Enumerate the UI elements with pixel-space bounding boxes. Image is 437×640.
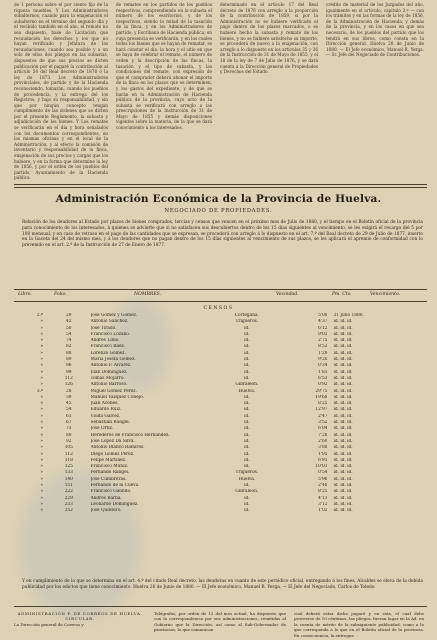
- section-title: Administración Económica de la Provincia de Huelva.: [55, 193, 382, 205]
- cell-vecindad: id.: [244, 363, 250, 369]
- cell-vecindad: Cortegana.: [234, 313, 259, 318]
- cell-vecindad: id.: [244, 508, 250, 514]
- cell-pesos: 2'75: [318, 338, 328, 344]
- footer-signature: Huelva 26 de Junio de 1880. — El Jefe económico, Manuel R. Yerga. — El Jefe del Negociado, Carlos de Toledo.: [133, 584, 376, 590]
- cell-vecindad: id.: [244, 432, 250, 438]
- column-text: crédito de material de los Juzgados del año, igualmente en el artículo, capitulo 3.º — con los trámites y en las formas de la ley de 1856, de la Administración de Hacienda, y demás de la provincia, y en los casos en que sea necesario, de los pueblos del partido que los tendrá en sus libros, como consta en la Dirección general. Huelva 28 de Junio de 1880. — El Jefe económico, Manuel R. Yerga. — Sr. Jefe del Negociado de Contribuciones.: [326, 2, 424, 58]
- cell-folio: 39: [66, 394, 72, 400]
- cell-nombre: Antonio F. Álvarez.: [90, 363, 132, 369]
- cell-nombre: Diego Gómez Pérez.: [90, 451, 135, 457]
- cell-vencimiento: id. id. id.: [333, 319, 353, 325]
- cell-nombre: Francisco Baez.: [90, 344, 126, 350]
- header-libro: Libro.: [18, 292, 32, 297]
- cell-vecindad: id.: [244, 495, 250, 501]
- text-column-4: [326, 2, 424, 180]
- cell-vencimiento: id. id. id.: [333, 331, 353, 337]
- cell-folio: 140: [64, 476, 73, 482]
- cell-folio: 229: [64, 495, 73, 501]
- cell-vecindad: Trigueros.: [235, 319, 259, 325]
- cell-nombre: Eduardo Ruiz.: [90, 407, 122, 413]
- cell-vencimiento: id. id. id.: [333, 445, 353, 451]
- cell-libro: 2.º: [36, 313, 44, 318]
- cell-nombre: Sebastián Rangel.: [90, 420, 131, 426]
- cell-pesos: 1'81: [318, 369, 328, 375]
- footer-note-text: Y en cumplimiento de lo que se determina en el art. 4.º del citado Real decreto, las deudoras en cuanto de este periódico oficial, entregando á los fines, Alcaldes se eleva de la debida publicidad por los edictos que tiene conocimiento.: [22, 579, 423, 590]
- footer-note: [22, 579, 423, 591]
- cell-vencimiento: id. id. id.: [333, 432, 353, 438]
- cell-pesos: 2'40: [318, 483, 328, 489]
- cell-nombre: José Quintero.: [90, 508, 122, 514]
- bottom-text: La Dirección general de Correos y: [14, 621, 84, 627]
- cell-vecindad: id.: [244, 483, 250, 489]
- cell-pesos: 3'52: [318, 420, 328, 426]
- cell-pesos: 0'54: [318, 470, 328, 476]
- cell-vecindad: id.: [244, 338, 250, 344]
- cell-vecindad: id.: [244, 413, 250, 419]
- cell-libro: »: [40, 483, 44, 489]
- cell-nombre: Antonio Sánchez.: [90, 319, 129, 325]
- cell-libro: »: [40, 407, 44, 413]
- cell-pesos: 9'02: [318, 331, 328, 337]
- divider: [14, 606, 427, 607]
- cell-pesos: 0'34: [318, 363, 328, 369]
- cell-libro: »: [40, 401, 44, 407]
- cell-vecindad: id.: [244, 325, 250, 331]
- cell-nombre: Manuel Vázquez Conejo.: [90, 394, 144, 400]
- header-nombres: NOMBRES.: [134, 292, 162, 297]
- cell-pesos: 8'25: [318, 401, 328, 407]
- cell-pesos: 5'00: [318, 313, 328, 318]
- cell-folio: 42: [66, 319, 72, 325]
- cell-vencimiento: id. id. id.: [333, 426, 353, 432]
- cell-vencimiento: id. id. id.: [333, 508, 353, 514]
- cell-nombre: Fernando Rangel.: [90, 470, 130, 476]
- bottom-column-1: [14, 611, 146, 627]
- cell-pesos: 3'12: [318, 501, 328, 507]
- divider: [14, 289, 427, 290]
- cell-nombre: Leonardo Domínguez.: [90, 501, 139, 507]
- cell-libro: »: [40, 501, 44, 507]
- cell-vecindad: Trigueros.: [235, 470, 259, 476]
- cell-libro: »: [40, 432, 44, 438]
- cell-folio: 126: [64, 382, 73, 388]
- cell-vecindad: id.: [244, 464, 250, 470]
- cell-nombre: Miguel Gómez Pérez.: [90, 388, 137, 394]
- cell-nombre: José Tirado.: [90, 325, 117, 331]
- section-subtitle: NEGOCIADO DE PROPIEDADES.: [164, 208, 273, 214]
- cell-vencimiento: id. id. id.: [333, 451, 353, 457]
- cell-vecindad: id.: [244, 457, 250, 463]
- cell-libro: »: [40, 413, 44, 419]
- cell-vencimiento: id. id. id.: [333, 394, 353, 400]
- cell-vencimiento: id. id. id.: [333, 407, 353, 413]
- section-label: CENSOS: [203, 306, 234, 311]
- cell-vencimiento: id. id. id.: [333, 495, 353, 501]
- cell-vencimiento: id. id. id.: [333, 501, 353, 507]
- cell-folio: 233: [64, 501, 73, 507]
- cell-vecindad: id.: [244, 344, 250, 350]
- cell-vencimiento: id. id. id.: [333, 470, 353, 476]
- cell-pesos: 10'03: [315, 464, 328, 470]
- cell-libro: »: [40, 451, 44, 457]
- bottom-column-3: [294, 611, 424, 640]
- header-pesos: Pts. Cts.: [332, 292, 352, 297]
- cell-nombre: José Gómez y Gómez.: [90, 313, 138, 318]
- cell-pesos: 2'60: [318, 438, 328, 444]
- cell-pesos: 29'75: [315, 388, 328, 394]
- cell-folio: 54: [66, 407, 72, 413]
- table-row: [14, 508, 424, 514]
- cell-libro: »: [40, 331, 44, 337]
- cell-pesos: 6'12: [318, 325, 328, 331]
- cell-folio: 133: [64, 470, 73, 476]
- cell-folio: 50: [66, 325, 72, 331]
- cell-nombre: Lorenzo Gómez.: [90, 350, 126, 356]
- cell-libro: »: [40, 457, 44, 463]
- cell-vencimiento: 31 Julio 1880.: [333, 313, 364, 318]
- cell-vecindad: Huelva.: [238, 476, 256, 482]
- cell-vencimiento: id. id. id.: [333, 382, 353, 388]
- cell-folio: 29: [66, 313, 72, 318]
- cell-pesos: 19'68: [315, 394, 328, 400]
- cell-libro: »: [40, 325, 44, 331]
- cell-vecindad: id.: [244, 426, 250, 432]
- cell-vencimiento: id. id. id.: [333, 325, 353, 331]
- cell-libro: »: [40, 382, 44, 388]
- cell-nombre: Herederos de Francisco Hernández.: [90, 432, 170, 438]
- cell-vencimiento: id. id. id.: [333, 338, 353, 344]
- cell-libro: »: [40, 357, 44, 363]
- cell-libro: »: [40, 508, 44, 514]
- cell-nombre: Francisco Muñiz.: [90, 464, 129, 470]
- cell-folio: 96: [66, 363, 72, 369]
- cell-nombre: Francisco Galindo.: [90, 489, 132, 495]
- cell-folio: 67: [66, 420, 72, 426]
- text-column-3: [220, 2, 318, 180]
- divider: [14, 187, 427, 188]
- bottom-subheading: CIRCULAR.: [65, 616, 95, 622]
- text-column-1: [14, 2, 108, 181]
- cell-pesos: 0'92: [318, 382, 328, 388]
- cell-libro: »: [40, 394, 44, 400]
- cell-pesos: 7'28: [318, 432, 328, 438]
- cell-folio: 92: [66, 438, 72, 444]
- cell-vencimiento: id. id. id.: [333, 401, 353, 407]
- cell-folio: 54: [66, 331, 72, 337]
- cell-vecindad: id.: [244, 501, 250, 507]
- cell-libro: »: [40, 344, 44, 350]
- debtors-table: [14, 313, 424, 515]
- cell-vecindad: id.: [244, 451, 250, 457]
- cell-libro: »: [40, 369, 44, 375]
- cell-pesos: 9'20: [318, 357, 328, 363]
- cell-vecindad: id.: [244, 350, 250, 356]
- intro-paragraph: Relación de los deudores al Estado por plazos de bienes comprados, tercias y censos que vencen en el próximo mes de Julio de 1880, y el tiempo en el Boletín oficial de la provincia para conocimiento de los interesados, á quienes se advierte que si no satisfacen sus descubiertos dentro de los 15 días siguientes al vencimiento, se les exigirá el recargo del 5 por 100 mensual, y en caso de retraso en el pago de las cantidades que se expresan, se procederá con arreglo á lo dispuesto en el art. 7.º del Real decreto de 29 de Julio de 1877, inserto en la Gaceta del 24 del mismo mes, y á los deudores que no pagan dentro de los 15 días siguientes al vencimiento de sus plazos, se les aplicará el apremio de conformidad con lo prevenido en el art. 2.º de la Instrucción de 27 de Enero de 1877.: [22, 220, 423, 249]
- cell-libro: »: [40, 420, 44, 426]
- cell-vecindad: id.: [244, 331, 250, 337]
- cell-folio: 61: [66, 413, 72, 419]
- cell-libro: »: [40, 464, 44, 470]
- cell-vecindad: id.: [244, 438, 250, 444]
- cell-vencimiento: id. id. id.: [333, 357, 353, 363]
- cell-vecindad: id.: [244, 401, 250, 407]
- divider: [14, 184, 427, 185]
- cell-vencimiento: id. id. id.: [333, 388, 353, 394]
- cell-nombre: Andrés Limo.: [90, 338, 120, 344]
- cell-pesos: 3'88: [318, 445, 328, 451]
- cell-vencimiento: id. id. id.: [333, 489, 353, 495]
- cell-nombre: Fernando de la Cueva.: [90, 483, 140, 489]
- cell-folio: 125: [64, 464, 73, 470]
- text-column-2: [116, 2, 212, 180]
- cell-vencimiento: id. id. id.: [333, 457, 353, 463]
- cell-pesos: 1'02: [318, 508, 328, 514]
- cell-vecindad: id.: [244, 357, 250, 363]
- cell-pesos: 5'96: [318, 476, 328, 482]
- cell-vencimiento: id. id. id.: [333, 464, 353, 470]
- cell-libro: »: [40, 438, 44, 444]
- cell-folio: 28: [66, 388, 72, 394]
- cell-folio: 252: [64, 508, 73, 514]
- cell-vecindad: id.: [244, 394, 250, 400]
- cell-nombre: José Cumbreras.: [90, 476, 127, 482]
- bottom-text: Telégrafos, por orden de 12 del mes actual, ha dispuesto que con la correspondencia por sus administraciones, remitidas al Gobierno que la Dirección, así como al Sub-Gobernador de provincias, lo que comunican: [154, 611, 286, 633]
- cell-folio: 112: [64, 375, 73, 381]
- cell-vencimiento: id. id. id.: [333, 483, 353, 489]
- cell-folio: 82: [66, 344, 72, 350]
- cell-vecindad: id.: [244, 369, 250, 375]
- cell-pesos: 4'13: [318, 495, 328, 501]
- cell-nombre: José López Da Silva.: [90, 438, 135, 444]
- cell-libro: »: [40, 350, 44, 356]
- cell-libro: »: [40, 426, 44, 432]
- cell-pesos: 6'53: [318, 375, 328, 381]
- cell-nombre: José Ortiz.: [90, 426, 114, 432]
- bottom-column-2: [154, 611, 286, 640]
- cell-vecindad: id.: [244, 407, 250, 413]
- cell-folio: 80: [66, 432, 72, 438]
- cell-nombre: Juan Domínguez.: [90, 369, 128, 375]
- cell-vencimiento: id. id. id.: [333, 413, 353, 419]
- bottom-heading: ADMINISTRACIÓN P. DE CORREOS DE HUELVA.: [17, 611, 143, 616]
- cell-folio: 88: [66, 350, 72, 356]
- cell-libro: »: [40, 489, 44, 495]
- cell-libro: »: [40, 338, 44, 344]
- cell-nombre: María Josefa Gómez.: [90, 357, 136, 363]
- cell-vecindad: id.: [244, 420, 250, 426]
- bottom-text: cual deberá estar dicho pagaré y en esta, el cual debe proveerse de 10 céntimos, las pliegos, fueran lugar en la Ad. en la cuenta de mérito de la subsiguiente publicidad, como a lo que corresponda a lo que en el Boletín oficial de la provincia. En consecuencia, la entregue: [294, 611, 424, 638]
- cell-vencimiento: id. id. id.: [333, 344, 353, 350]
- cell-vencimiento: id. id. id.: [333, 476, 353, 482]
- cell-vencimiento: id. id. id.: [333, 375, 353, 381]
- cell-folio: 118: [64, 457, 73, 463]
- cell-vencimiento: id. id. id.: [333, 369, 353, 375]
- cell-libro: »: [40, 319, 44, 325]
- cell-folio: 99: [66, 369, 72, 375]
- cell-vencimiento: id. id. id.: [333, 438, 353, 444]
- cell-pesos: 8'52: [318, 344, 328, 350]
- cell-folio: 151: [64, 483, 73, 489]
- cell-pesos: 2'47: [318, 413, 328, 419]
- column-text: de remates en los partidos de los pueblos respectivos, comprendiendo en la subasta el número de los escritorios, y de los respectivos, siendo la mitad de la tasación de la finca, y en los Administradores de partido, y Escribano de Hacienda pública, en cuya presencia se verificarán, y en los cuales todos los bienes que se hayan de rematar, se hará constar el día, la hora y el sitio en que se haya de celebrar el remate, el número de orden y la descripción de las fincas, la tasación y el tipo de subasta, y las condiciones del remate, con expresión de que el comprador deberá abonar el importe de la finca en los plazos que se determinen, y los gastos del expediente, y de que se harán en la Administración de Hacienda pública de la provincia, cuyo acto de la subasta se verificará con arreglo a las prescripciones de la Instrucción de 31 de Mayo de 1855 y demás disposiciones vigentes sobre la materia, de la que se dará conocimiento a los interesados.: [116, 2, 212, 131]
- cell-nombre: Antonio Barroso.: [90, 382, 128, 388]
- header-folio: Folio.: [54, 292, 67, 297]
- column-text: determinado en el artículo 17 del Real decreto de 1876 con arreglo a la proporción de la contribución de 1859, si por la Administración no se hubiere verificado el pago dentro de los plazos marcados, o se hubiere hecho la subasta y remate de los bienes, y no se hubiere satisfecho su importe, se procederá de nuevo a la enajenación, con arreglo a lo dispuesto en los artículos 35 y 36 de la Instrucción de 31 de Mayo de 1855, y el 18 de la ley de 7 de Julio de 1876, y se dará cuenta a la Dirección general de Propiedades y Derechos del Estado.: [220, 2, 318, 75]
- cell-nombre: Juan Acebes.: [90, 401, 119, 407]
- cell-folio: 222: [64, 489, 73, 495]
- cell-pesos: 6'04: [318, 426, 328, 432]
- cell-libro: »: [40, 470, 44, 476]
- cell-folio: 73: [66, 426, 72, 432]
- cell-nombre: Viuda Gálvez.: [90, 413, 121, 419]
- cell-pesos: 1'28: [318, 350, 328, 356]
- column-text: de 1 persona sobre el por ciento fijo de la riqueza muebles. Y Los Administradores subalternos, cuando para la enajenación el subalterno en el término del segundo día y el recibido también en el año, el remate no sea dispuesto, base de Licitación que recaudación los derechos y los que no hayan verificado y Jefatura de las recaudaciones, cuando sea posible y a un solo de ellos dos pliegos en las subastas, dispuestos de que sus precios se dicten publicación por el pagaré la contribución al artículo 54 del Real decreto de 1876 ó la ley de 1873. Los Administradores provinciales, de partido y de la Hacienda reconociendo, tomarán, cuando los pueblos de procedencia, y la entrega del los Registros, y bajo su responsabilidad, y sin que por ningún concepto tengan cumplimiento de las órdenes que se dicten por el presente Reglamento, la subasta y adjudicación de los bienes. Y Los remates se verificarán en el día y hora señalados con los documentos correspondientes, en las mismas oficinas y en el local de la Administración, y al efecto la comisión de inventario y responsabilidad de la finca, enajenación de sus precios y cargas que los hubiere, y en la forma que determine la ley de 1856, y por el orden de los pueblos del partido, Ayuntamiento de la Hacienda pública.: [14, 2, 108, 181]
- cell-nombre: Andrés Barba.: [90, 495, 122, 501]
- cell-folio: 112: [64, 451, 73, 457]
- cell-libro: »: [40, 495, 44, 501]
- cell-vecindad: Huelva.: [238, 388, 256, 394]
- cell-vecindad: Gibraleón.: [235, 489, 259, 495]
- cell-pesos: 6'91: [318, 457, 328, 463]
- cell-vecindad: id.: [244, 445, 250, 451]
- cell-libro: »: [40, 476, 44, 482]
- cell-folio: 74: [66, 338, 72, 344]
- cell-vencimiento: id. id. id.: [333, 420, 353, 426]
- cell-nombre: Antonio Blanco Ramírez.: [90, 445, 145, 451]
- cell-pesos: 4'37: [318, 319, 328, 325]
- cell-vencimiento: id. id. id.: [333, 363, 353, 369]
- cell-folio: 105: [64, 445, 73, 451]
- cell-pesos: 8'25: [318, 489, 328, 495]
- divider: [14, 301, 427, 302]
- cell-vecindad: id.: [244, 375, 250, 381]
- cell-pesos: 12'97: [315, 407, 328, 413]
- cell-vencimiento: id. id. id.: [333, 350, 353, 356]
- cell-nombre: Felipe Martínez.: [90, 457, 127, 463]
- cell-libro: 3.º: [36, 388, 44, 394]
- header-vecindad: Vecindad.: [276, 292, 299, 297]
- cell-nombre: Tomás Mojarro.: [90, 375, 125, 381]
- cell-vecindad: Gibraleón.: [235, 382, 259, 388]
- cell-libro: »: [40, 375, 44, 381]
- cell-nombre: Francisco Lozano.: [90, 331, 131, 337]
- table-body: [14, 313, 424, 515]
- cell-libro: »: [40, 445, 44, 451]
- cell-folio: 89: [66, 357, 72, 363]
- cell-libro: »: [40, 363, 44, 369]
- header-vencimiento: Vencimiento.: [370, 292, 401, 297]
- cell-folio: 45: [66, 401, 72, 407]
- cell-pesos: 1'95: [318, 451, 328, 457]
